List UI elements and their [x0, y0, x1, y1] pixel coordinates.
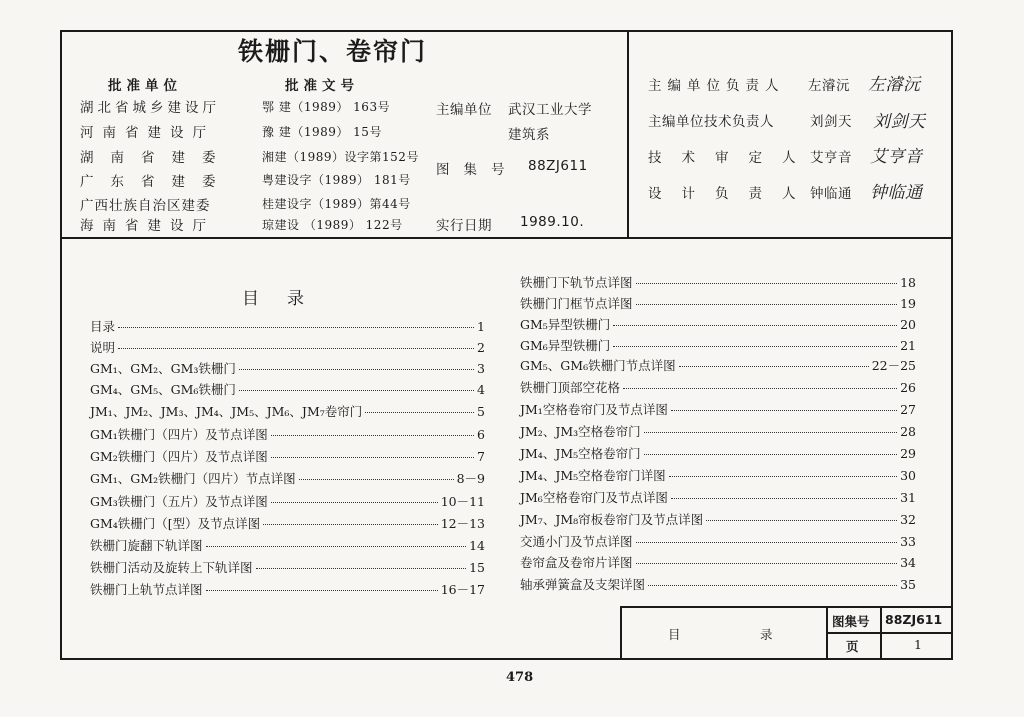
toc-item-page: 12－13	[440, 516, 485, 531]
toc-item	[520, 532, 916, 550]
toc-item	[90, 536, 485, 554]
toc-item-label: GM₃铁栅门（五片）及节点详图	[90, 494, 268, 509]
toc-item-label: GM₁铁栅门（四片）及节点详图	[90, 427, 268, 442]
toc-item	[90, 469, 485, 487]
toc-item-page: 31	[900, 490, 916, 505]
responsible-role: 设计负责人	[648, 186, 816, 202]
title-block-name-right: 录	[760, 627, 773, 642]
toc-item-label: GM₁、GM₂、GM₃铁栅门	[90, 361, 236, 376]
effective-date-label: 实行日期	[436, 218, 492, 234]
toc-item-label: JM₇、JM₈帘板卷帘门及节点详图	[520, 512, 704, 527]
toc-item	[90, 359, 485, 377]
toc-item-label: 轴承弹簧盒及支架详图	[520, 577, 646, 592]
toc-item-label: 卷帘盒及卷帘片详图	[520, 555, 633, 570]
toc-item	[90, 447, 485, 465]
toc-item-page: 4	[477, 382, 485, 397]
toc-item-label: 交通小门及节点详图	[520, 534, 633, 549]
title-block-row-divider	[826, 632, 953, 634]
header-divider	[60, 237, 953, 239]
toc-item-label: GM₁、GM₂铁栅门（四片）节点详图	[90, 471, 296, 486]
toc-item-label: 铁栅门旋翻下轨详图	[90, 538, 203, 553]
toc-item-page: 26	[900, 380, 916, 395]
approval-doc-no: 桂建设字（1989）第44号	[262, 197, 411, 211]
toc-item	[90, 558, 485, 576]
toc-item	[520, 315, 916, 333]
title-block-top	[620, 606, 953, 608]
toc-item	[520, 510, 916, 528]
approval-unit-header: 批准单位	[108, 78, 182, 94]
toc-item-page: 1	[477, 319, 485, 334]
toc-item-page: 2	[477, 340, 485, 355]
approval-doc-header: 批准文号	[285, 78, 359, 94]
toc-item-label: GM₄铁栅门（[型）及节点详图	[90, 516, 261, 531]
toc-item-label: GM₅、GM₆铁栅门节点详图	[520, 358, 676, 373]
toc-item-label: JM₆空格卷帘门及节点详图	[520, 490, 668, 505]
signature: 刘剑天	[873, 112, 926, 132]
toc-item-label: JM₁、JM₂、JM₃、JM₄、JM₅、JM₆、JM₇卷帘门	[90, 404, 363, 419]
approval-doc-no: 湘建（1989）设字第152号	[262, 150, 419, 164]
chief-unit-line1: 武汉工业大学	[508, 102, 592, 118]
toc-item-label: GM₄、GM₅、GM₆铁栅门	[90, 382, 236, 397]
title-block-atlas-label: 图集号	[832, 614, 870, 629]
responsible-name: 左濬沅	[808, 78, 850, 94]
toc-item-page: 7	[477, 449, 485, 464]
toc-item-page: 29	[900, 446, 916, 461]
toc-item-page: 28	[900, 424, 916, 439]
toc-item-page: 35	[900, 577, 916, 592]
toc-item-label: 铁栅门上轨节点详图	[90, 582, 203, 597]
toc-item-page: 20	[900, 317, 916, 332]
toc-item-label: 说明	[90, 340, 116, 355]
approval-unit: 广东省建委	[80, 174, 233, 190]
responsible-name: 艾亨音	[810, 150, 852, 166]
toc-item	[520, 356, 916, 374]
sheet-page-number: 478	[506, 670, 534, 685]
toc-item-page: 15	[469, 560, 485, 575]
toc-item-label: GM₆异型铁栅门	[520, 338, 611, 353]
toc-item	[520, 466, 916, 484]
toc-item-page: 30	[900, 468, 916, 483]
toc-item	[520, 553, 916, 571]
approval-unit: 广西壮族自治区建委	[80, 198, 211, 214]
toc-item	[90, 317, 485, 335]
toc-item-page: 32	[900, 512, 916, 527]
approval-doc-no: 琼建设 （1989） 122号	[262, 218, 403, 232]
atlas-label: 图集号	[436, 162, 519, 178]
toc-item-page: 21	[900, 338, 916, 353]
toc-item	[520, 488, 916, 506]
toc-item	[520, 575, 916, 593]
toc-item-label: GM₂铁栅门（四片）及节点详图	[90, 449, 268, 464]
toc-item	[520, 422, 916, 440]
toc-item-label: JM₄、JM₅空格卷帘门详图	[520, 468, 666, 483]
toc-item-page: 14	[469, 538, 485, 553]
title-block-atlas-number: 88ZJ611	[885, 612, 943, 627]
toc-item-label: JM₄、JM₅空格卷帘门	[520, 446, 641, 461]
signature: 艾亨音	[870, 147, 923, 167]
signature: 钟临通	[870, 183, 923, 203]
toc-item	[520, 378, 916, 396]
approval-doc-no: 豫 建（1989） 15号	[262, 125, 382, 139]
toc-item-label: 铁栅门活动及旋转上下轨详图	[90, 560, 253, 575]
atlas-number: 88ZJ611	[528, 158, 588, 174]
toc-item	[90, 514, 485, 532]
signature: 左濬沅	[868, 75, 921, 95]
page-title: 铁栅门、卷帘门	[238, 37, 428, 66]
toc-item-page: 3	[477, 361, 485, 376]
toc-item	[90, 580, 485, 598]
toc-item-label: GM₅异型铁栅门	[520, 317, 611, 332]
approval-unit: 湖北省城乡建设厅	[80, 100, 220, 116]
toc-item	[90, 492, 485, 510]
toc-item-page: 27	[900, 402, 916, 417]
toc-item-page: 16－17	[440, 582, 485, 597]
toc-item-page: 33	[900, 534, 916, 549]
chief-unit-line2: 建筑系	[508, 127, 550, 143]
title-block-page-number: 1	[914, 637, 922, 652]
approval-unit: 湖南省建委	[80, 150, 233, 166]
toc-item-label: 目录	[90, 319, 116, 334]
title-block-name-left: 目	[668, 627, 681, 642]
title-block-page-label: 页	[846, 639, 859, 654]
toc-item	[520, 444, 916, 462]
toc-item-label: JM₁空格卷帘门及节点详图	[520, 402, 668, 417]
toc-item-label: 铁栅门门框节点详图	[520, 296, 633, 311]
responsible-role: 技术审定人	[648, 150, 816, 166]
effective-date: 1989.10.	[520, 214, 585, 230]
toc-item-label: 铁栅门顶部空花格	[520, 380, 621, 395]
toc-item	[90, 380, 485, 398]
approval-unit: 河南省建设厅	[80, 125, 215, 141]
toc-item-page: 8－9	[456, 471, 485, 486]
toc-title: 目录	[242, 289, 332, 309]
responsible-role: 主编单位技术负责人	[648, 114, 774, 130]
header-column-divider	[627, 30, 629, 239]
approval-doc-no: 粤建设字（1989） 181号	[262, 173, 411, 187]
toc-item-label: 铁栅门下轨节点详图	[520, 275, 633, 290]
responsible-name: 钟临通	[810, 186, 852, 202]
toc-item-page: 34	[900, 555, 916, 570]
toc-item-page: 6	[477, 427, 485, 442]
responsible-role: 主编单位负责人	[648, 78, 785, 94]
chief-unit-label: 主编单位	[436, 102, 492, 118]
toc-item	[520, 336, 916, 354]
toc-item	[520, 273, 916, 291]
toc-item	[90, 425, 485, 443]
toc-item-page: 5	[477, 404, 485, 419]
toc-item-label: JM₂、JM₃空格卷帘门	[520, 424, 641, 439]
toc-item-page: 10－11	[440, 494, 485, 509]
toc-item-page: 18	[900, 275, 916, 290]
approval-doc-no: 鄂 建（1989） 163号	[262, 100, 391, 114]
toc-item-page: 22－25	[871, 358, 916, 373]
toc-item	[520, 400, 916, 418]
approval-unit: 海南省建设厅	[80, 218, 215, 234]
toc-item	[90, 402, 485, 420]
responsible-name: 刘剑天	[810, 114, 852, 130]
toc-item	[90, 338, 485, 356]
toc-item-page: 19	[900, 296, 916, 311]
toc-item	[520, 294, 916, 312]
title-block-left	[620, 606, 622, 660]
